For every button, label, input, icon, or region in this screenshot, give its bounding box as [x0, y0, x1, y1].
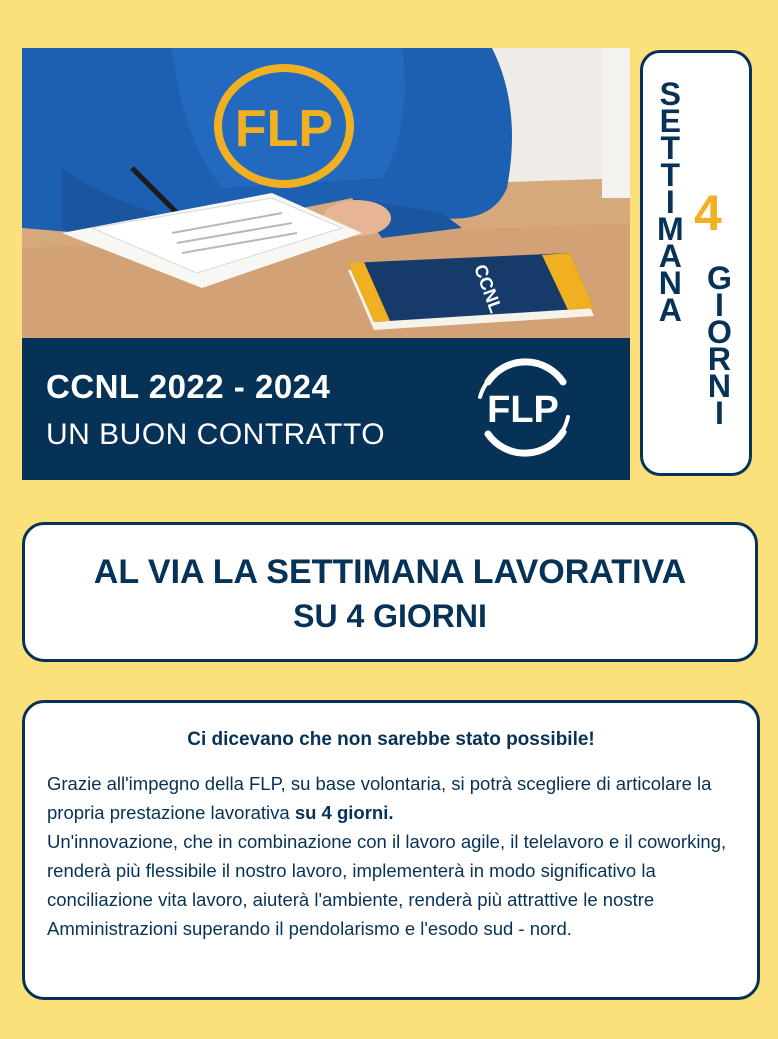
para1-text: Grazie all'impegno della FLP, su base volontaria, si potrà scegliere di articolare la propria prestazione lavorativa [47, 773, 712, 823]
banner-subtitle: UN BUON CONTRATTO [46, 418, 386, 451]
tagline: Ci dicevano che non sarebbe stato possibile! [187, 729, 595, 750]
para1-bold: su 4 giorni. [294, 802, 394, 823]
sweatshirt-logo-text: FLP [234, 100, 334, 158]
vertical-word-giorni [707, 260, 732, 431]
vertical-letter: E [659, 103, 681, 139]
vertical-letter: S [659, 76, 681, 112]
side-panel [640, 50, 752, 476]
vertical-letter: N [707, 368, 731, 404]
hero-photo [22, 48, 630, 338]
flp-logo-icon [468, 352, 578, 462]
headline-line1: AL VIA LA SETTIMANA LAVORATIVA [93, 553, 687, 591]
vertical-letter: I [665, 184, 675, 220]
vertical-letter: O [707, 314, 732, 350]
vertical-letter: I [715, 287, 724, 323]
vertical-letter: T [660, 157, 681, 193]
vertical-letter: R [707, 341, 731, 377]
vertical-word-settimana [657, 76, 684, 328]
banner-title: CCNL 2022 - 2024 [46, 368, 331, 405]
vertical-letter: I [715, 395, 724, 431]
headline-line2: SU 4 GIORNI [293, 598, 487, 634]
body-box [22, 700, 760, 1000]
vertical-letter: T [660, 130, 681, 166]
contract-banner [22, 338, 630, 480]
flp-logo-text: FLP [487, 389, 559, 431]
vertical-letter: N [658, 265, 682, 301]
vertical-letter: A [658, 292, 682, 328]
headline-box [22, 522, 758, 662]
book-label: CCNL [470, 261, 507, 316]
vertical-letter: G [707, 260, 732, 296]
photo-illustration [22, 48, 630, 338]
para2-text: Un'innovazione, che in combinazione con il lavoro agile, il telelavoro e il coworking, renderà più flessibile il nostro lavoro, implementerà in modo significativo la conciliazione vita lavoro, aiuterà l'ambiente, renderà più attrattive le nostre Amministrazioni superando il pendolarismo e l'esodo sud - nord. [47, 831, 727, 939]
body-paragraph [47, 769, 743, 943]
vertical-letter: A [658, 238, 682, 274]
vertical-letter: M [657, 211, 684, 247]
number-four: 4 [694, 185, 722, 241]
